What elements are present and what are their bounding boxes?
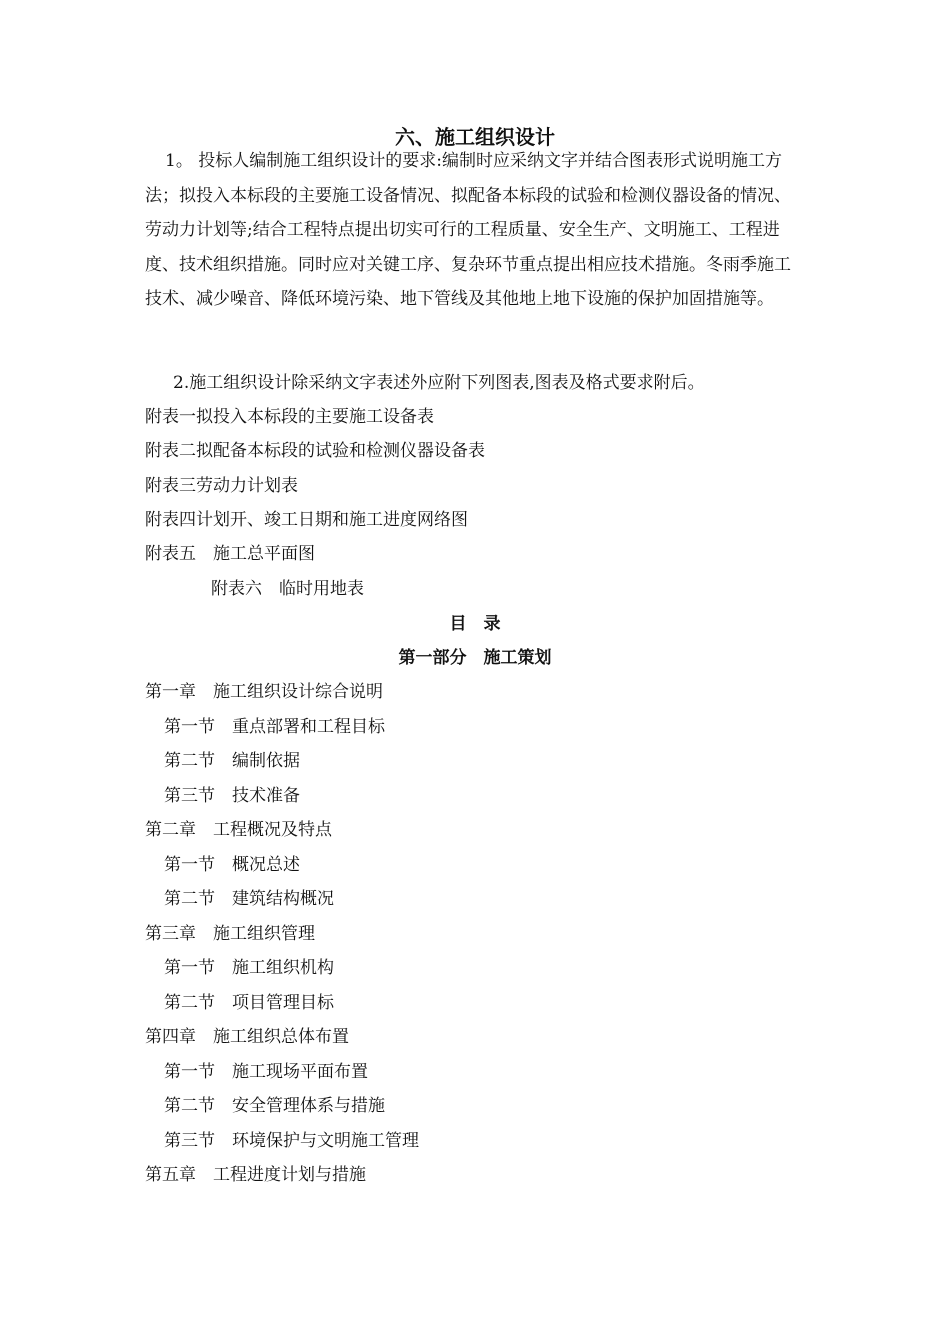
toc-chapter: 第一章 施工组织设计综合说明 bbox=[145, 682, 383, 702]
toc-section: 第一节 重点部署和工程目标 bbox=[164, 717, 385, 737]
attachment-item-3: 附表三劳动力计划表 bbox=[145, 476, 298, 496]
toc-section: 第三节 环境保护与文明施工管理 bbox=[164, 1131, 419, 1151]
requirements-paragraph: 1。 投标人编制施工组织设计的要求:编制时应采纳文字并结合图表形式说明施工方法；拟投入本标段的主要施工设备情况、拟配备本标段的试验和检测仪器设备的情况、劳动力计划等;结合工程特点提出切实可行的工程质量、安全生产、文明施工、工程进度、技术组织措施。同时应对关键工序、复杂环节重点提出相应技术措施。冬雨季施工技术、减少噪音、降低环境污染、地下管线及其他地上地下设施的保护加固措施等。 bbox=[145, 151, 791, 309]
toc-chapter: 第五章 工程进度计划与措施 bbox=[145, 1165, 366, 1185]
attachment-item-6: 附表六 临时用地表 bbox=[211, 579, 364, 599]
page-title: 六、施工组织设计 bbox=[395, 125, 555, 149]
toc-section: 第二节 编制依据 bbox=[164, 751, 300, 771]
toc-section: 第二节 建筑结构概况 bbox=[164, 889, 334, 909]
attachment-item-1: 附表一拟投入本标段的主要施工设备表 bbox=[145, 407, 434, 427]
toc-chapter: 第四章 施工组织总体布置 bbox=[145, 1027, 349, 1047]
toc-section: 第一节 概况总述 bbox=[164, 855, 300, 875]
toc-section: 第一节 施工现场平面布置 bbox=[164, 1062, 368, 1082]
toc-section: 第二节 安全管理体系与措施 bbox=[164, 1096, 385, 1116]
toc-title: 目 录 bbox=[449, 614, 501, 634]
attachment-item-4: 附表四计划开、竣工日期和施工进度网络图 bbox=[145, 510, 468, 530]
toc-section: 第三节 技术准备 bbox=[164, 786, 300, 806]
toc-section: 第二节 项目管理目标 bbox=[164, 993, 334, 1013]
toc-section: 第一节 施工组织机构 bbox=[164, 958, 334, 978]
attachment-item-5: 附表五 施工总平面图 bbox=[145, 544, 315, 564]
toc-chapter: 第二章 工程概况及特点 bbox=[145, 820, 332, 840]
toc-part-heading: 第一部分 施工策划 bbox=[398, 648, 552, 668]
attachments-intro-paragraph: 2.施工组织设计除采纳文字表述外应附下列图表,图表及格式要求附后。 bbox=[173, 373, 705, 393]
attachment-item-2: 附表二拟配备本标段的试验和检测仪器设备表 bbox=[145, 441, 485, 461]
toc-chapter: 第三章 施工组织管理 bbox=[145, 924, 315, 944]
